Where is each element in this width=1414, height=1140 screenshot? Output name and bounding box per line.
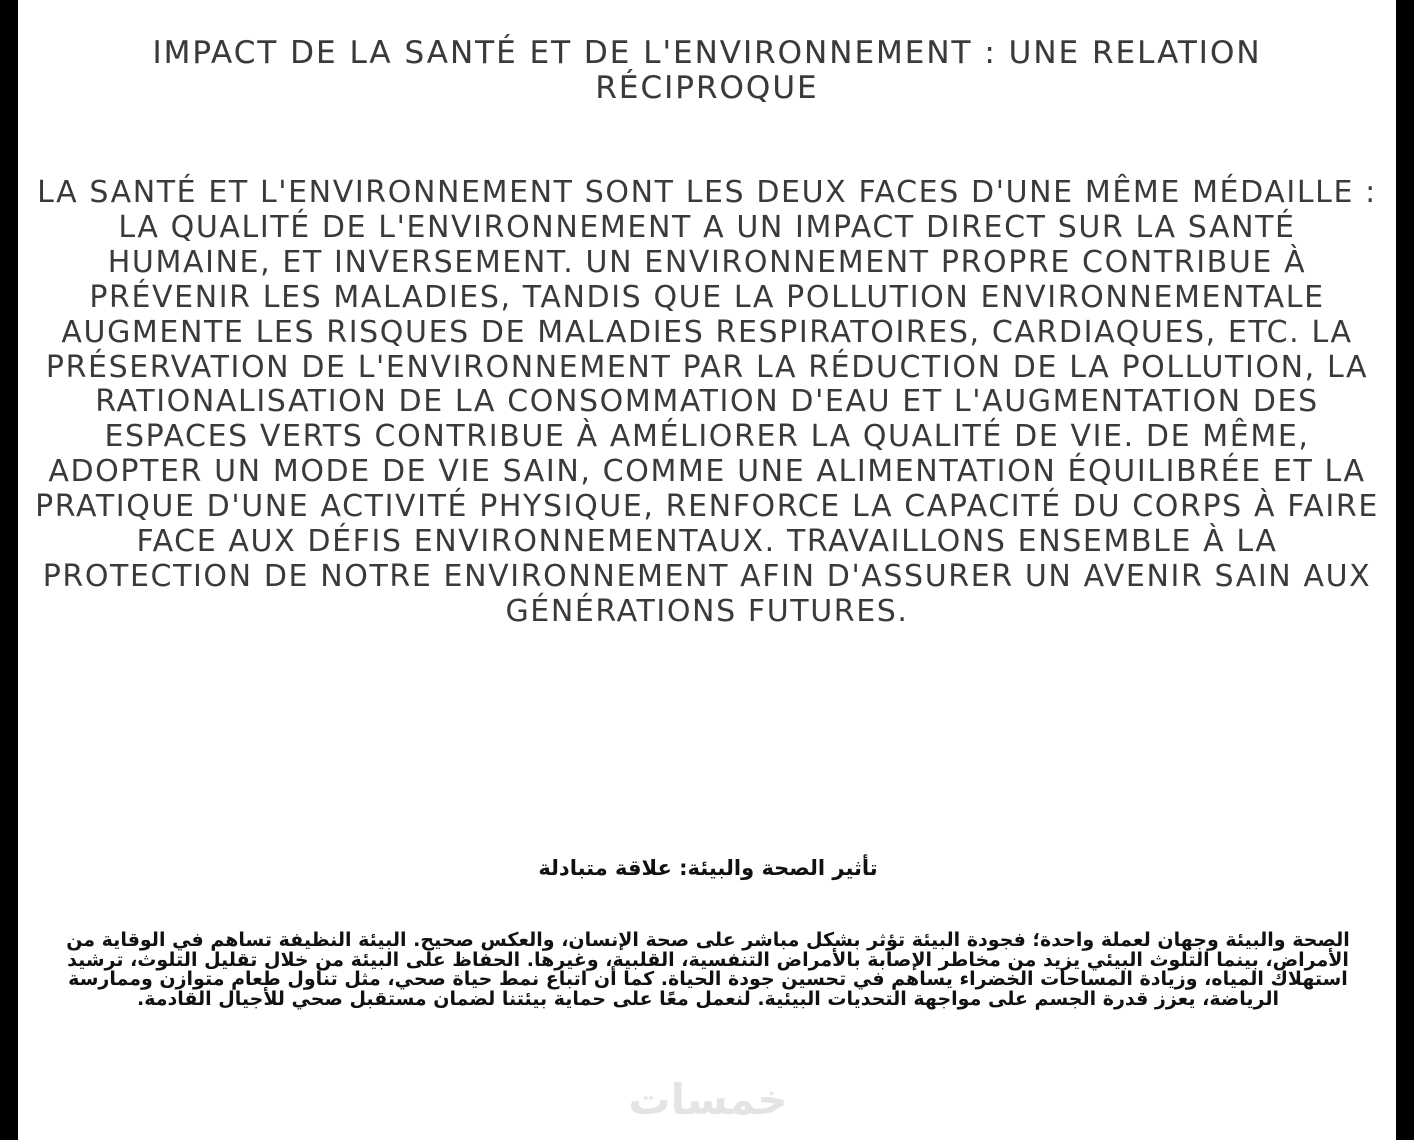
french-title: IMPACT DE LA SANTÉ ET DE L'ENVIRONNEMENT : UNE RELATION RÉCIPROQUE [152,35,1262,106]
french-paragraph: LA SANTÉ ET L'ENVIRONNEMENT SONT LES DEUX FACES D'UNE MÊME MÉDAILLE : LA QUALITÉ DE L'ENVIRONNEMENT A UN IMPACT DIRECT SUR LA SANTÉ HUMAINE, ET INVERSEMENT. UN ENVIRONNEMENT PROPRE CONTRIBUE À PRÉVENIR LES MALADIES, TANDIS QUE LA POLLUTION ENVIRONNEMENTALE AUGMENTE LES RISQUES DE MALADIES RESPIRATOIRES, CARDIAQUES, ETC. LA PRÉSERVATION DE L'ENVIRONNEMENT PAR LA RÉDUCTION DE LA POLLUTION, LA RATIONALISATION DE LA CONSOMMATION D'EAU ET L'AUGMENTATION DES ESPACES VERTS CONTRIBUE À AMÉLIORER LA QUALITÉ DE VIE. DE MÊME, ADOPTER UN MODE DE VIE SAIN, COMME UNE ALIMENTATION ÉQUILIBRÉE ET LA PRATIQUE D'UNE ACTIVITÉ PHYSIQUE, RENFORCE LA CAPACITÉ DU CORPS À FAIRE FACE AUX DÉFIS ENVIRONNEMENTAUX. TRAVAILLONS ENSEMBLE À LA PROTECTION DE NOTRE ENVIRONNEMENT AFIN D'ASSURER UN AVENIR SAIN AUX GÉNÉRATIONS FUTURES. [35,175,1379,629]
khamsat-watermark: خمسات [628,1075,788,1124]
arabic-title: تأثير الصحة والبيئة: علاقة متبادلة [538,856,878,880]
arabic-paragraph: الصحة والبيئة وجهان لعملة واحدة؛ فجودة البيئة تؤثر بشكل مباشر على صحة الإنسان، والعكس صحيح. البيئة النظيفة تساهم في الوقاية من الأمراض، بينما التلوث البيئي يزيد من مخاطر الإصابة بالأمراض التنفسية، القلبية، وغيرها. الحفاظ على البيئة من خلال تقليل التلوث، ترشيد استهلاك المياه، وزيادة المساحات الخضراء يساهم في تحسين جودة الحياة. كما أن اتباع نمط حياة صحي، مثل تناول طعام متوازن وممارسة الرياضة، يعزز قدرة الجسم على مواجهة التحديات البيئية. لنعمل معًا على حماية بيئتنا لضمان مستقبل صحي للأجيال القادمة. [66,929,1350,1010]
document-page [18,0,1396,1140]
